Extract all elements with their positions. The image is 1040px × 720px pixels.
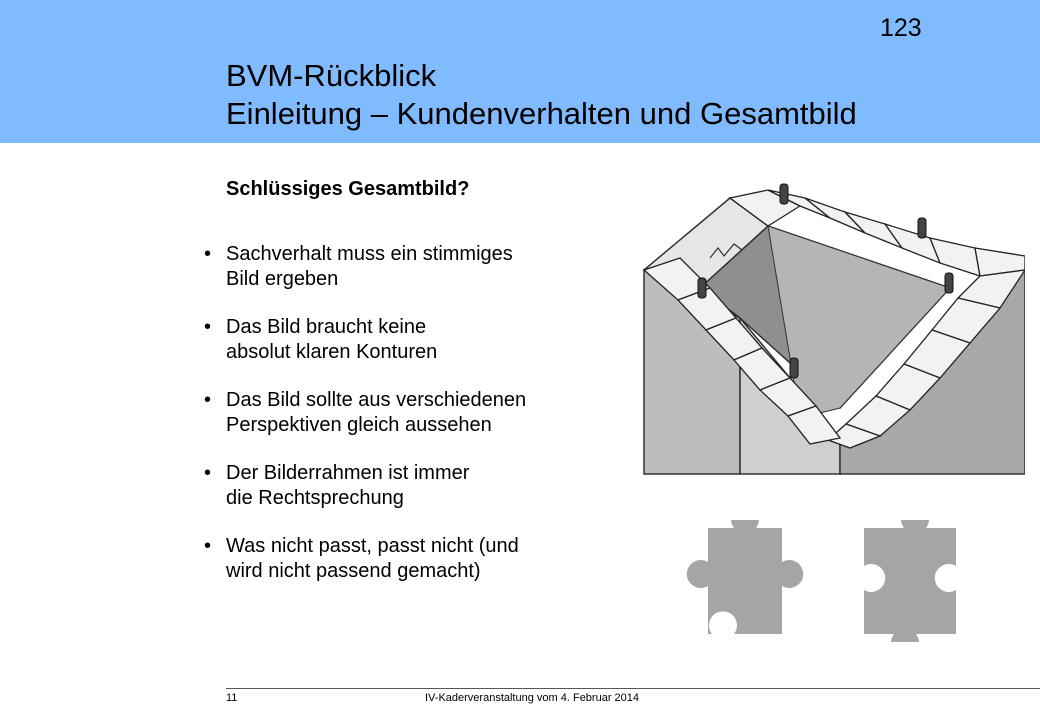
bullet-item: • Was nicht passt, passt nicht (und wird nicht passend gemacht) <box>204 535 519 582</box>
bullet-list <box>204 242 644 607</box>
footer-divider <box>226 688 1040 689</box>
impossible-staircase-illustration <box>640 178 1025 476</box>
footer-event-text: IV-Kaderveranstaltung vom 4. Februar 2014 <box>425 692 640 704</box>
bullet-item: • Das Bild braucht keine absolut klaren Konturen <box>204 316 438 363</box>
puzzle-pieces-illustration <box>668 520 1028 642</box>
bullet-dot: • <box>204 535 212 557</box>
bullet-dot: • <box>204 389 212 411</box>
section-subtitle: Schlüssiges Gesamtbild? <box>226 178 470 200</box>
bullet-item: • Sachverhalt muss ein stimmiges Bild ergeben <box>204 243 513 290</box>
bullet-dot: • <box>204 462 212 484</box>
puzzle-piece-right <box>864 520 956 642</box>
puzzle-piece-left <box>687 520 803 634</box>
bullet-item: • Das Bild sollte aus verschiedenen Perspektiven gleich aussehen <box>204 389 527 436</box>
bullet-item: • Der Bilderrahmen ist immer die Rechtsprechung <box>204 462 470 509</box>
title-line-1: BVM-Rückblick <box>226 58 437 93</box>
footer-page-number: 11 <box>226 692 238 704</box>
slide-number: 123 <box>880 14 922 42</box>
bullet-dot: • <box>204 316 212 338</box>
bullet-dot: • <box>204 243 212 265</box>
title-line-2: Einleitung – Kundenverhalten und Gesamtbild <box>226 96 857 131</box>
